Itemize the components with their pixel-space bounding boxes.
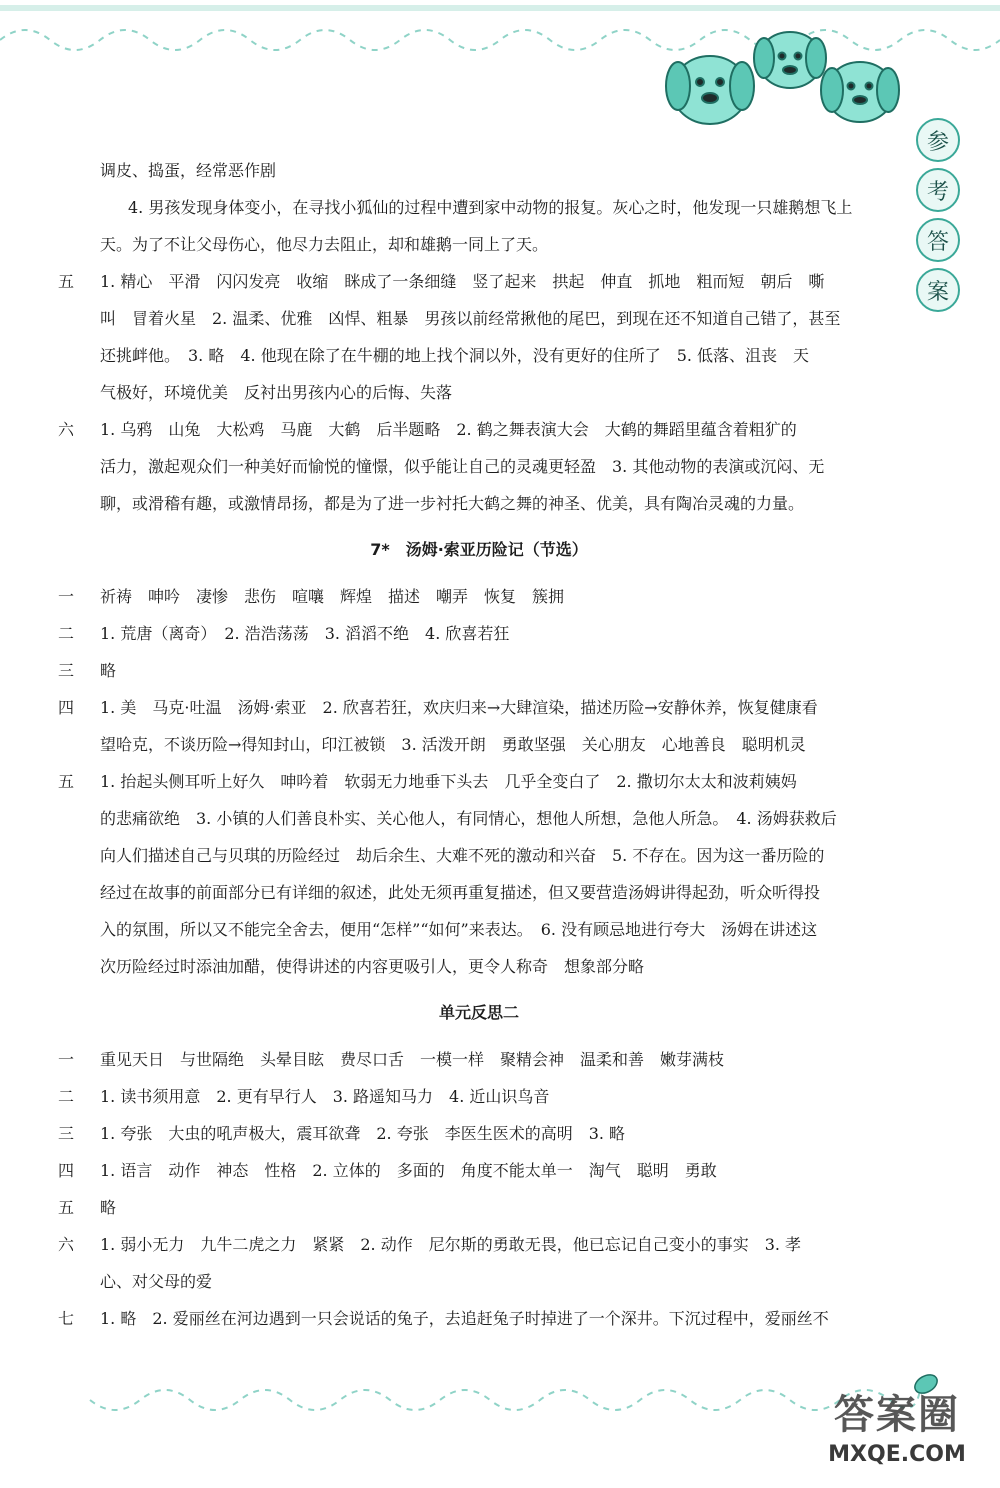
answer-line [58, 1300, 900, 1337]
answer-line [58, 800, 900, 837]
answer-text: 向人们描述自己与贝琪的历险经过 劫后余生、大难不死的激动和兴奋 5. 不存在。因为这一番历险的 [100, 846, 825, 865]
answer-text: 1. 读书须用意 2. 更有早行人 3. 路遥知马力 4. 近山识鸟音 [100, 1087, 550, 1106]
answer-text: 还挑衅他。 3. 略 4. 他现在除了在牛棚的地上找个洞以外，没有更好的住所了 5. 低落、沮丧 天 [100, 346, 810, 365]
question-number: 七 [58, 1309, 75, 1328]
answer-line [58, 615, 900, 652]
answer-text: 1. 精心 平滑 闪闪发亮 收缩 眯成了一条细缝 竖了起来 拱起 伸直 抓地 粗而短 朝后 嘶 [100, 272, 825, 291]
answer-line [58, 1078, 900, 1115]
answer-block-tom-sawyer [58, 578, 900, 985]
question-number: 六 [58, 420, 75, 439]
side-tab-char: 答 [916, 218, 960, 262]
answer-text: 4. 男孩发现身体变小，在寻找小狐仙的过程中遭到家中动物的报复。灰心之时，他发现一只雄鹅想飞上 [128, 198, 853, 217]
answer-text: 1. 夸张 大虫的吼声极大，震耳欲聋 2. 夸张 李医生医术的高明 3. 略 [100, 1124, 626, 1143]
section-title-tom-sawyer: 7* 汤姆·索亚历险记（节选） [370, 540, 588, 559]
question-number: 一 [58, 1050, 75, 1069]
puppy-icon [666, 56, 754, 124]
answer-text: 调皮、捣蛋，经常恶作剧 [100, 161, 277, 180]
answer-line [58, 485, 900, 522]
answer-line [58, 726, 900, 763]
puppy-illustration [660, 20, 920, 140]
side-tab-char: 考 [916, 168, 960, 212]
answer-text: 1. 乌鸦 山兔 大松鸡 马鹿 大鹤 后半题略 2. 鹤之舞表演大会 大鹤的舞蹈里蕴含着粗犷的 [100, 420, 797, 439]
answer-line [58, 448, 900, 485]
answer-text: 聊，或滑稽有趣，或激情昂扬，都是为了进一步衬托大鹤之舞的神圣、优美，具有陶冶灵魂的力量。 [100, 494, 805, 513]
answer-text: 1. 美 马克·吐温 汤姆·索亚 2. 欣喜若狂，欢庆归来→大肆渲染，描述历险→安静休养，恢复健康看 [100, 698, 818, 717]
answer-text: 望哈克，不谈历险→得知封山，印江被锁 3. 活泼开朗 勇敢坚强 关心朋友 心地善良 聪明机灵 [100, 735, 806, 754]
answer-text: 1. 荒唐（离奇） 2. 浩浩荡荡 3. 滔滔不绝 4. 欣喜若狂 [100, 624, 510, 643]
watermark-url-text: MXQE.COM [828, 1442, 966, 1467]
side-tab-char: 参 [916, 118, 960, 162]
answer-line [58, 1041, 900, 1078]
answer-line [58, 689, 900, 726]
side-tab-char: 案 [916, 268, 960, 312]
answer-text: 略 [100, 1198, 117, 1217]
answer-text: 祈祷 呻吟 凄惨 悲伤 喧嚷 辉煌 描述 嘲弄 恢复 簇拥 [100, 587, 565, 606]
answer-text: 心、对父母的爱 [100, 1272, 213, 1291]
answer-line [58, 1152, 900, 1189]
answer-line [58, 837, 900, 874]
answer-line [58, 948, 900, 985]
answer-block-unit-reflection [58, 1041, 900, 1337]
answer-text: 入的氛围，所以又不能完全舍去，便用“怎样”“如何”来表达。 6. 没有顾忌地进行夸大 汤姆在讲述这 [100, 920, 818, 939]
answer-text: 经过在故事的前面部分已有详细的叙述，此处无须再重复描述，但又要营造汤姆讲得起劲，听众听得投 [100, 883, 821, 902]
answer-content [58, 152, 900, 1337]
question-number: 一 [58, 587, 75, 606]
question-number: 二 [58, 1087, 75, 1106]
answer-text: 1. 略 2. 爱丽丝在河边遇到一只会说话的兔子，去追赶兔子时掉进了一个深井。下沉过程中，爱丽丝不 [100, 1309, 829, 1328]
question-number: 二 [58, 624, 75, 643]
answer-line [58, 152, 900, 189]
answer-line [58, 374, 900, 411]
answer-line [58, 763, 900, 800]
answer-line [58, 226, 900, 263]
answer-text: 活力，激起观众们一种美好而愉悦的憧憬，似乎能让自己的灵魂更轻盈 3. 其他动物的表演或沉闷、无 [100, 457, 825, 476]
answer-text: 的悲痛欲绝 3. 小镇的人们善良朴实、关心他人，有同情心，想他人所想，急他人所急。 4. 汤姆获救后 [100, 809, 837, 828]
answer-line [58, 300, 900, 337]
question-number: 三 [58, 1124, 75, 1143]
answer-line [58, 1189, 900, 1226]
answer-line [58, 411, 900, 448]
answer-line [58, 1226, 900, 1263]
watermark-top-text: 答案圈 [834, 1392, 960, 1438]
answer-line [58, 911, 900, 948]
answer-line [58, 337, 900, 374]
answer-text: 气极好，环境优美 反衬出男孩内心的后悔、失落 [100, 383, 453, 402]
question-number: 三 [58, 661, 75, 680]
answer-text: 1. 弱小无力 九牛二虎之力 紧紧 2. 动作 尼尔斯的勇敢无畏，他已忘记自己变小的事实 3. 孝 [100, 1235, 802, 1254]
answer-line [58, 1115, 900, 1152]
section-title-unit-reflection: 单元反思二 [438, 1003, 519, 1022]
answer-line [58, 652, 900, 689]
answer-text: 1. 抬起头侧耳听上好久 呻吟着 软弱无力地垂下头去 几乎全变白了 2. 撒切尔太太和波莉姨妈 [100, 772, 797, 791]
answer-text: 叫 冒着火星 2. 温柔、优雅 凶悍、粗暴 男孩以前经常揪他的尾巴，到现在还不知道自己错了，甚至 [100, 309, 841, 328]
answer-block-part-a [58, 152, 900, 522]
answer-text: 次历险经过时添油加醋，使得讲述的内容更吸引人，更令人称奇 想象部分略 [100, 957, 645, 976]
answer-line [58, 874, 900, 911]
watermark-logo [812, 1390, 982, 1480]
question-number: 四 [58, 698, 75, 717]
answer-line [58, 263, 900, 300]
question-number: 五 [58, 1198, 75, 1217]
side-tab-reference-answers [906, 118, 970, 312]
answer-line [58, 578, 900, 615]
answer-text: 重见天日 与世隔绝 头晕目眩 费尽口舌 一模一样 聚精会神 温柔和善 嫩芽满枝 [100, 1050, 725, 1069]
answer-text: 1. 语言 动作 神态 性格 2. 立体的 多面的 角度不能太单一 淘气 聪明 勇敢 [100, 1161, 717, 1180]
answer-text: 天。为了不让父母伤心，他尽力去阻止，却和雄鹅一同上了天。 [100, 235, 549, 254]
question-number: 五 [58, 772, 75, 791]
question-number: 四 [58, 1161, 75, 1180]
answer-line [58, 1263, 900, 1300]
question-number: 五 [58, 272, 75, 291]
answer-line [58, 189, 900, 226]
answer-text: 略 [100, 661, 117, 680]
question-number: 六 [58, 1235, 75, 1254]
